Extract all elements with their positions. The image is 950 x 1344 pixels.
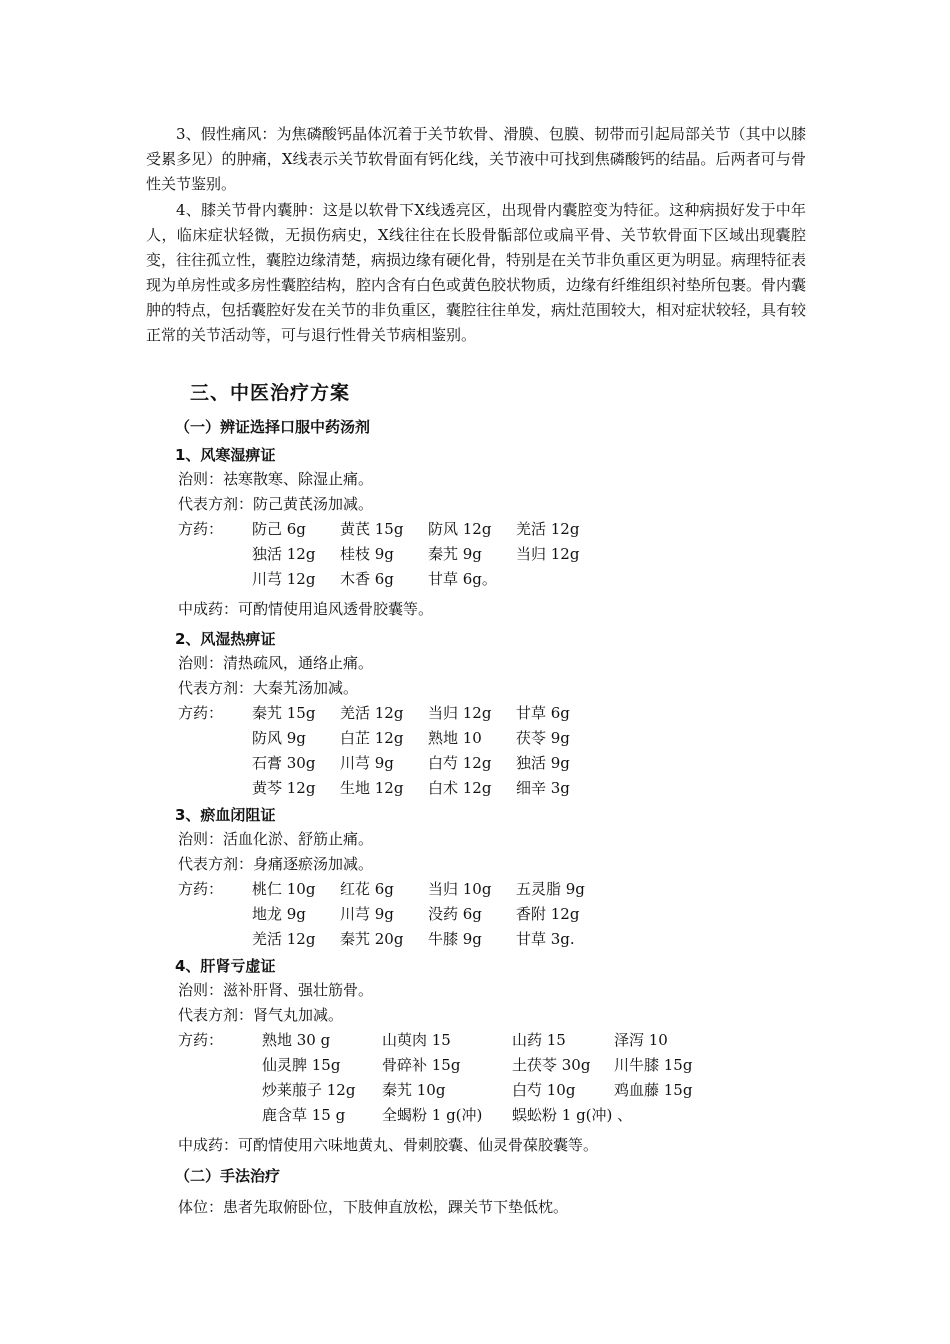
herb-item: 甘草 3g. bbox=[516, 930, 575, 948]
principle-3: 治则：活血化淤、舒筋止痛。 bbox=[178, 830, 374, 848]
herb-item: 炒莱菔子 12g bbox=[262, 1081, 356, 1099]
herb-item: 秦艽 9g bbox=[428, 545, 482, 563]
herb-item: 独活 12g bbox=[252, 545, 316, 563]
herbs-label-3: 方药： bbox=[178, 880, 224, 898]
herb-item: 鹿含草 15 g bbox=[262, 1106, 346, 1124]
section-title-tcm-treatment: 三、中医治疗方案 bbox=[190, 382, 351, 404]
syndrome-title-4: 4、肝肾亏虚证 bbox=[175, 957, 276, 975]
herb-item: 秦艽 10g bbox=[382, 1081, 446, 1099]
formula-3: 代表方剂：身痛逐瘀汤加减。 bbox=[178, 855, 374, 873]
herb-item: 山萸肉 15 bbox=[382, 1031, 451, 1049]
herb-item: 白术 12g bbox=[428, 779, 492, 797]
herb-item: 熟地 30 g bbox=[262, 1031, 331, 1049]
herb-item: 香附 12g bbox=[516, 905, 580, 923]
herb-item: 川芎 9g bbox=[340, 754, 394, 772]
herb-item: 羌活 12g bbox=[340, 704, 404, 722]
paragraph-bone-cyst: 4、膝关节骨内囊肿：这是以软骨下X线透亮区，出现骨内囊腔变为特征。这种病损好发于中年人，临床症状轻微，无损伤病史，X线往往在长股骨骺部位或扁平骨、关节软骨面下区域出现囊腔变，往往孤立性，囊腔边缘清楚，病损边缘有硬化骨，特别是在关节非负重区更为明显。病理特征表现为单房性或多房性囊腔结构，腔内含有白色或黄色胶状物质，边缘有纤维组织衬垫所包裹。骨内囊肿的特点，包括囊腔好发在关节的非负重区，囊腔往往单发，病灶范围较大，相对症状较轻，具有较正常的关节活动等，可与退行性骨关节病相鉴别。 bbox=[146, 201, 807, 344]
herb-item: 木香 6g bbox=[340, 570, 394, 588]
herb-item: 甘草 6g。 bbox=[428, 570, 497, 588]
herb-item: 红花 6g bbox=[340, 880, 394, 898]
formula-4: 代表方剂：肾气丸加减。 bbox=[178, 1006, 344, 1024]
herb-item: 熟地 10 bbox=[428, 729, 482, 747]
patent-medicine-1: 中成药：可酌情使用追风透骨胶囊等。 bbox=[178, 600, 434, 618]
herb-item: 石膏 30g bbox=[252, 754, 316, 772]
herb-item: 甘草 6g bbox=[516, 704, 570, 722]
herb-row bbox=[252, 703, 616, 723]
herb-item: 茯苓 9g bbox=[516, 729, 570, 747]
herb-item: 秦艽 20g bbox=[340, 930, 404, 948]
herb-item: 秦艽 15g bbox=[252, 704, 316, 722]
herb-row bbox=[252, 519, 616, 539]
herb-row bbox=[262, 1080, 724, 1100]
herb-row bbox=[252, 778, 616, 798]
position-instruction: 体位：患者先取俯卧位，下肢伸直放松，踝关节下垫低枕。 bbox=[178, 1198, 569, 1216]
herb-item: 黄芩 12g bbox=[252, 779, 316, 797]
herb-item: 黄芪 15g bbox=[340, 520, 404, 538]
herb-item: 独活 9g bbox=[516, 754, 570, 772]
herbs-label-4: 方药： bbox=[178, 1031, 224, 1049]
herbs-label-2: 方药： bbox=[178, 704, 224, 722]
herb-row bbox=[252, 728, 616, 748]
herb-item: 防己 6g bbox=[252, 520, 306, 538]
syndrome-title-1: 1、风寒湿痹证 bbox=[175, 446, 276, 464]
formula-1: 代表方剂：防己黄芪汤加减。 bbox=[178, 495, 374, 513]
herb-item: 全蝎粉 1 g(冲) bbox=[382, 1106, 483, 1124]
herb-item: 桃仁 10g bbox=[252, 880, 316, 898]
herb-item: 鸡血藤 15g bbox=[614, 1081, 693, 1099]
herb-item: 桂枝 9g bbox=[340, 545, 394, 563]
herb-item: 当归 10g bbox=[428, 880, 492, 898]
herb-item: 没药 6g bbox=[428, 905, 482, 923]
herb-item: 骨碎补 15g bbox=[382, 1056, 461, 1074]
herb-item: 地龙 9g bbox=[252, 905, 306, 923]
principle-4: 治则：滋补肝肾、强壮筋骨。 bbox=[178, 981, 374, 999]
herb-item: 防风 9g bbox=[252, 729, 306, 747]
herb-row bbox=[252, 569, 616, 589]
herb-item: 生地 12g bbox=[340, 779, 404, 797]
herb-row bbox=[262, 1055, 724, 1075]
syndrome-title-3: 3、瘀血闭阻证 bbox=[175, 806, 276, 824]
herb-row bbox=[262, 1030, 724, 1050]
herb-item: 蜈蚣粉 1 g(冲) 、 bbox=[512, 1106, 633, 1124]
herb-item: 羌活 12g bbox=[516, 520, 580, 538]
herb-row bbox=[252, 929, 616, 949]
herb-item: 牛膝 9g bbox=[428, 930, 482, 948]
syndrome-title-2: 2、风湿热痹证 bbox=[175, 630, 276, 648]
herb-item: 当归 12g bbox=[428, 704, 492, 722]
herb-row bbox=[252, 904, 616, 924]
herb-row bbox=[252, 544, 616, 564]
herb-item: 白芍 10g bbox=[512, 1081, 576, 1099]
herb-item: 羌活 12g bbox=[252, 930, 316, 948]
patent-medicine-4: 中成药：可酌情使用六味地黄丸、骨刺胶囊、仙灵骨葆胶囊等。 bbox=[178, 1136, 599, 1154]
herb-item: 防风 12g bbox=[428, 520, 492, 538]
herb-item: 当归 12g bbox=[516, 545, 580, 563]
herb-item: 川牛膝 15g bbox=[614, 1056, 693, 1074]
herb-item: 泽泻 10 bbox=[614, 1031, 668, 1049]
herbs-label-1: 方药： bbox=[178, 520, 224, 538]
herb-item: 川芎 12g bbox=[252, 570, 316, 588]
herb-item: 细辛 3g bbox=[516, 779, 570, 797]
herb-row bbox=[262, 1105, 802, 1125]
herb-item: 山药 15 bbox=[512, 1031, 566, 1049]
herb-row bbox=[252, 753, 616, 773]
principle-1: 治则：祛寒散寒、除湿止痛。 bbox=[178, 470, 374, 488]
herb-item: 仙灵脾 15g bbox=[262, 1056, 341, 1074]
herb-item: 白芷 12g bbox=[340, 729, 404, 747]
herb-row bbox=[252, 879, 616, 899]
paragraph-pseudogout: 3、假性痛风：为焦磷酸钙晶体沉着于关节软骨、滑膜、包膜、韧带而引起局部关节（其中以膝受累多见）的肿痛，X线表示关节软骨面有钙化线，关节液中可找到焦磷酸钙的结晶。后两者可与骨性关节鉴别。 bbox=[146, 125, 806, 193]
principle-2: 治则：清热疏风，通络止痛。 bbox=[178, 654, 374, 672]
formula-2: 代表方剂：大秦艽汤加减。 bbox=[178, 679, 359, 697]
subsection-title-oral-decoction: （一）辨证选择口服中药汤剂 bbox=[175, 418, 371, 436]
subsection-title-manual-therapy: （二）手法治疗 bbox=[175, 1167, 281, 1185]
herb-item: 五灵脂 9g bbox=[516, 880, 585, 898]
herb-item: 川芎 9g bbox=[340, 905, 394, 923]
herb-item: 白芍 12g bbox=[428, 754, 492, 772]
herb-item: 土茯苓 30g bbox=[512, 1056, 591, 1074]
